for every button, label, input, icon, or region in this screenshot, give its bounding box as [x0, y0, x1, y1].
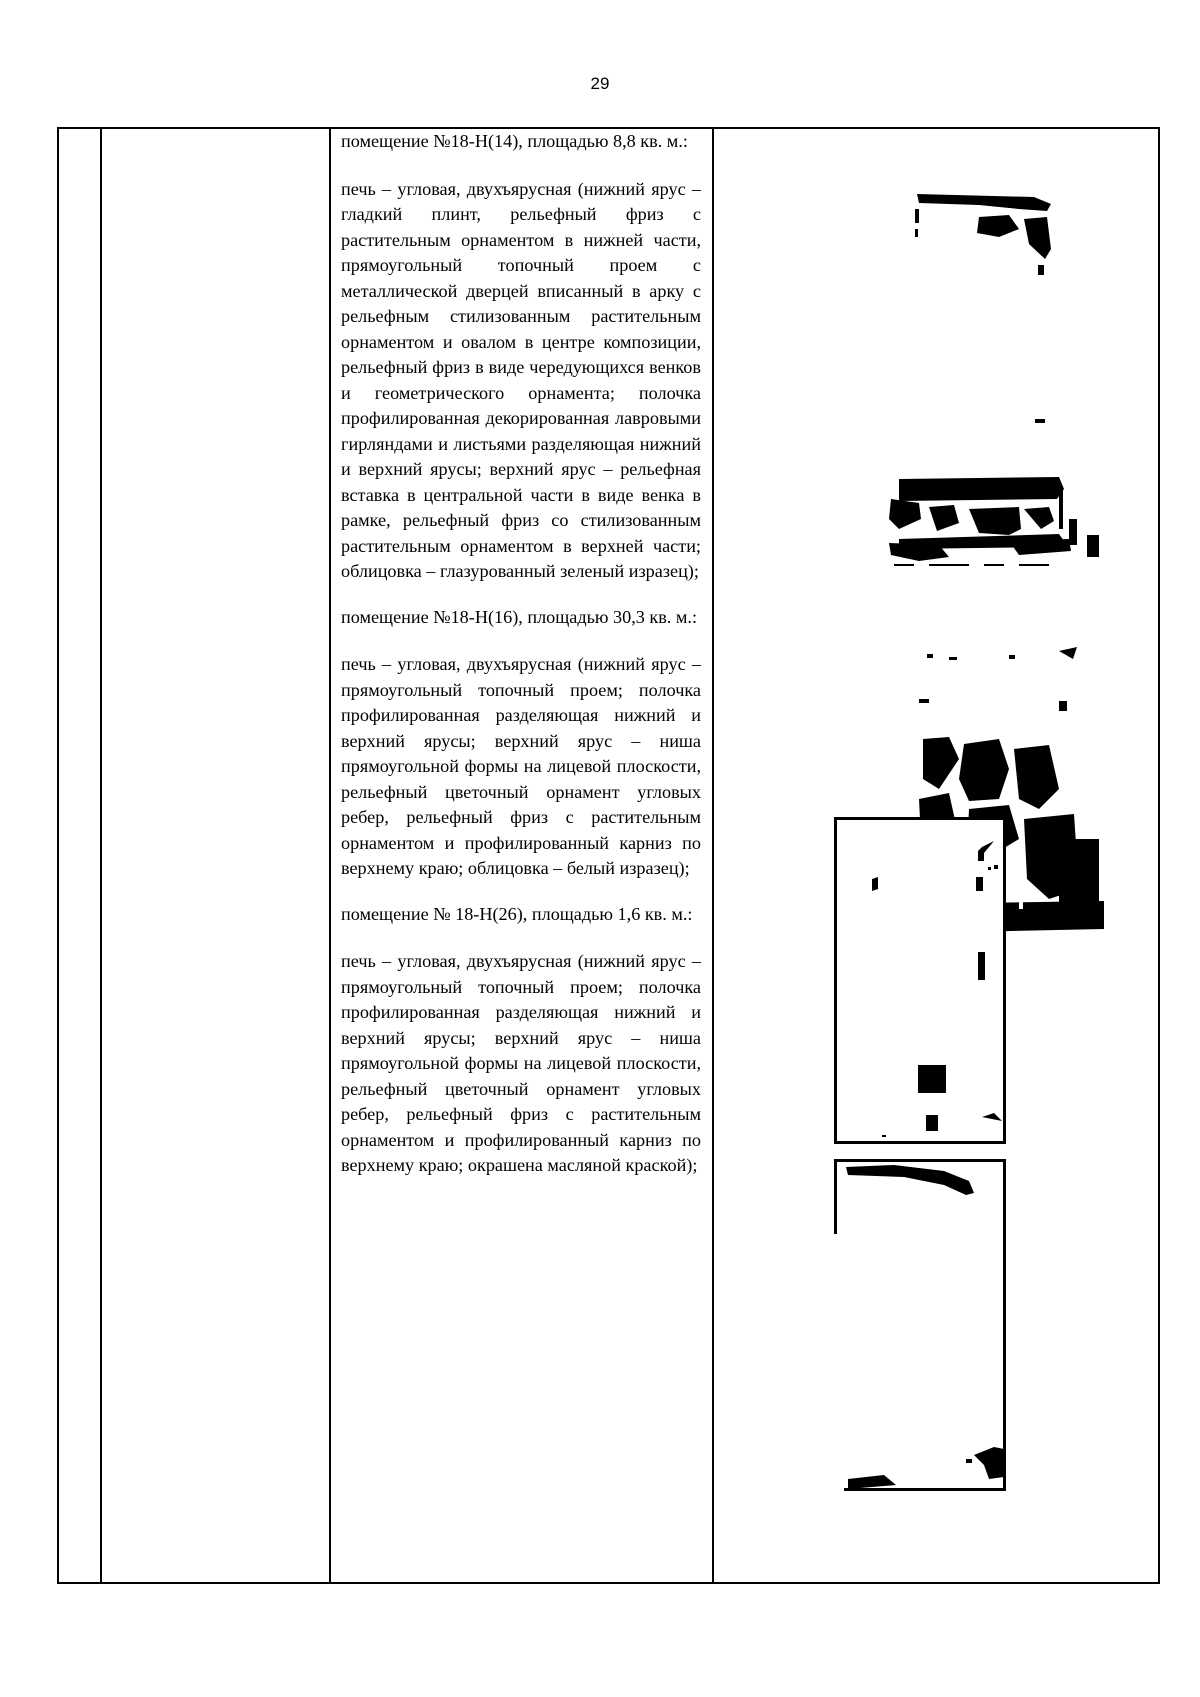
room-heading-1: помещение №18-Н(14), площадью 8,8 кв. м.: — [341, 131, 688, 151]
stove-description-1: печь – угловая, двухъярусная (нижний ярус –гладкий плинт, рельефный фриз с растительным орнаментом в нижней части, прямоугольный топочный проем с металлической дверцей вписанный в арку с рельефным стилизованным растительным орнаментом и овалом в центре композиции, рельефный фриз в виде чередующихся венков и геометрического орнамента; полочка профилированная декорированная лавровыми гирляндами и листьями разделяющая нижний и верхний ярусы; верхний ярус – рельефная вставка в центральной части в виде венка в рамке, рельефный фриз со стилизованным растительным орнаментом в верхней части; облицовка – глазурованный зеленый изразец); — [341, 178, 701, 581]
stove-photo-3 — [834, 1159, 1006, 1491]
room-heading-2: помещение №18-Н(16), площадью 30,3 кв. м.: — [341, 606, 698, 627]
column-divider-3 — [712, 129, 714, 1582]
page-number: 29 — [590, 74, 610, 93]
stove-description-3: печь – угловая, двухъярусная (нижний ярус – прямоугольный топочный проем; полочка профилированная разделяющая нижний и верхний ярусы; верхний ярус – ниша прямоугольной формы на лицевой плоскости, рельефный цветочный орнамент угловых ребер, рельефный фриз с растительным орнаментом и профилированный карниз по верхнему краю; окрашена масляной краской); — [341, 951, 701, 1175]
object-table — [57, 127, 1160, 1584]
room-heading-3: помещение № 18-Н(26), площадью 1,6 кв. м.: — [341, 903, 693, 924]
description-cell — [341, 129, 701, 1179]
column-divider-1 — [100, 129, 102, 1582]
stove-description-2: печь – угловая, двухъярусная (нижний ярус – прямоугольный топочный проем; полочка профилированная разделяющая нижний и верхний ярусы; верхний ярус – ниша прямоугольной формы на лицевой плоскости, рельефный цветочный орнамент угловых ребер, рельефный фриз с растительным орнаментом и профилированный карниз по верхнему краю; облицовка – белый изразец); — [341, 654, 701, 878]
stove-photo-2 — [834, 817, 1006, 1144]
column-divider-2 — [329, 129, 331, 1582]
